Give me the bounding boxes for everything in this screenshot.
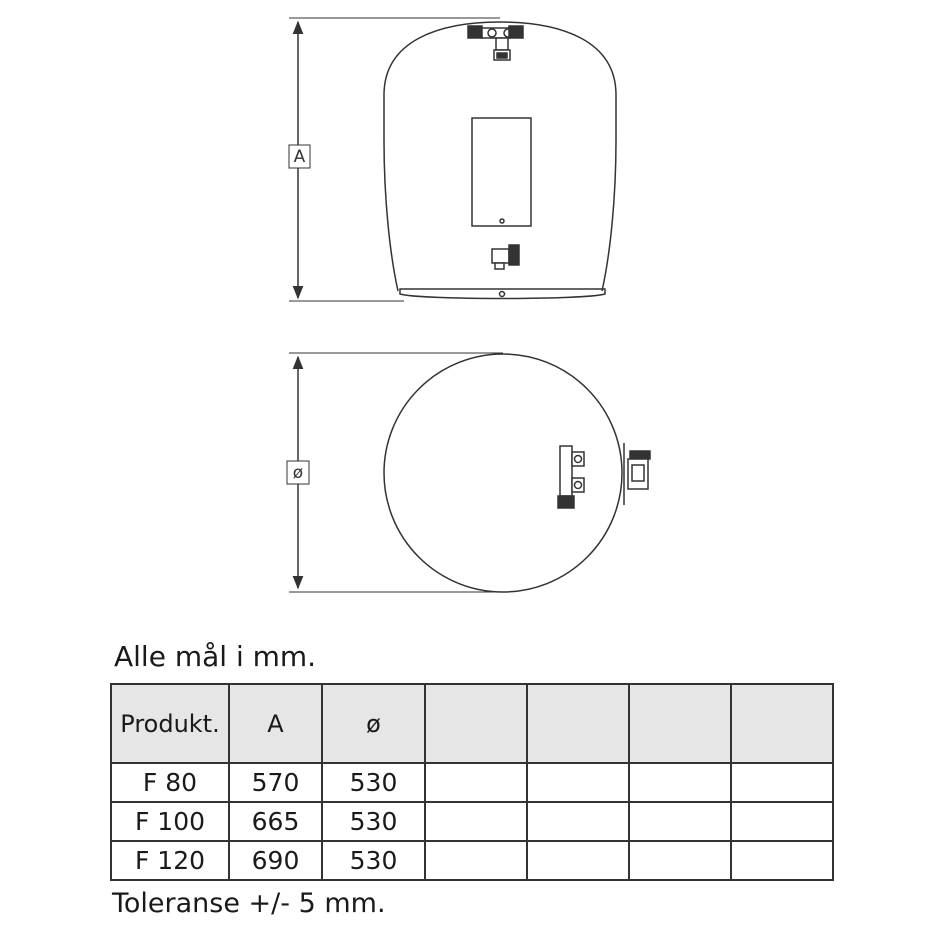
cell-product: F 120 <box>111 841 229 880</box>
top-valve-icon <box>468 26 523 60</box>
table-row <box>111 802 833 841</box>
top-view <box>287 353 650 592</box>
cell-a: 570 <box>229 763 322 802</box>
cell-empty <box>731 763 833 802</box>
side-view <box>289 18 616 301</box>
dimension-diameter-label: ø <box>292 463 304 483</box>
header-empty <box>731 684 833 763</box>
cell-empty <box>527 841 629 880</box>
base-drain-hole <box>500 292 505 297</box>
cell-empty <box>731 841 833 880</box>
dimension-a-label: A <box>293 147 306 167</box>
cell-empty <box>425 841 527 880</box>
cell-diameter: 530 <box>322 841 425 880</box>
tank-top-outline <box>384 354 622 592</box>
cell-product: F 100 <box>111 802 229 841</box>
cell-empty <box>425 802 527 841</box>
window-indicator <box>500 219 504 223</box>
cell-product: F 80 <box>111 763 229 802</box>
side-fitting-icon <box>624 443 650 505</box>
header-a: A <box>229 684 322 763</box>
cell-a: 665 <box>229 802 322 841</box>
side-window <box>472 118 531 226</box>
tolerance-note: Toleranse +/- 5 mm. <box>112 888 386 919</box>
cell-diameter: 530 <box>322 763 425 802</box>
cell-empty <box>527 802 629 841</box>
cell-empty <box>629 763 731 802</box>
header-product: Produkt. <box>111 684 229 763</box>
cell-empty <box>527 763 629 802</box>
header-empty <box>629 684 731 763</box>
cell-empty <box>629 841 731 880</box>
cell-a: 690 <box>229 841 322 880</box>
header-diameter: ø <box>322 684 425 763</box>
cell-empty <box>731 802 833 841</box>
drain-valve-icon <box>492 245 519 269</box>
table-row <box>111 841 833 880</box>
table-row <box>111 763 833 802</box>
cell-diameter: 530 <box>322 802 425 841</box>
cell-empty <box>629 802 731 841</box>
table-header-row <box>111 684 833 763</box>
header-empty <box>527 684 629 763</box>
cell-empty <box>425 763 527 802</box>
units-note: Alle mål i mm. <box>114 640 317 673</box>
dimensions-table <box>110 683 834 881</box>
multiport-valve-icon <box>558 446 584 508</box>
header-empty <box>425 684 527 763</box>
